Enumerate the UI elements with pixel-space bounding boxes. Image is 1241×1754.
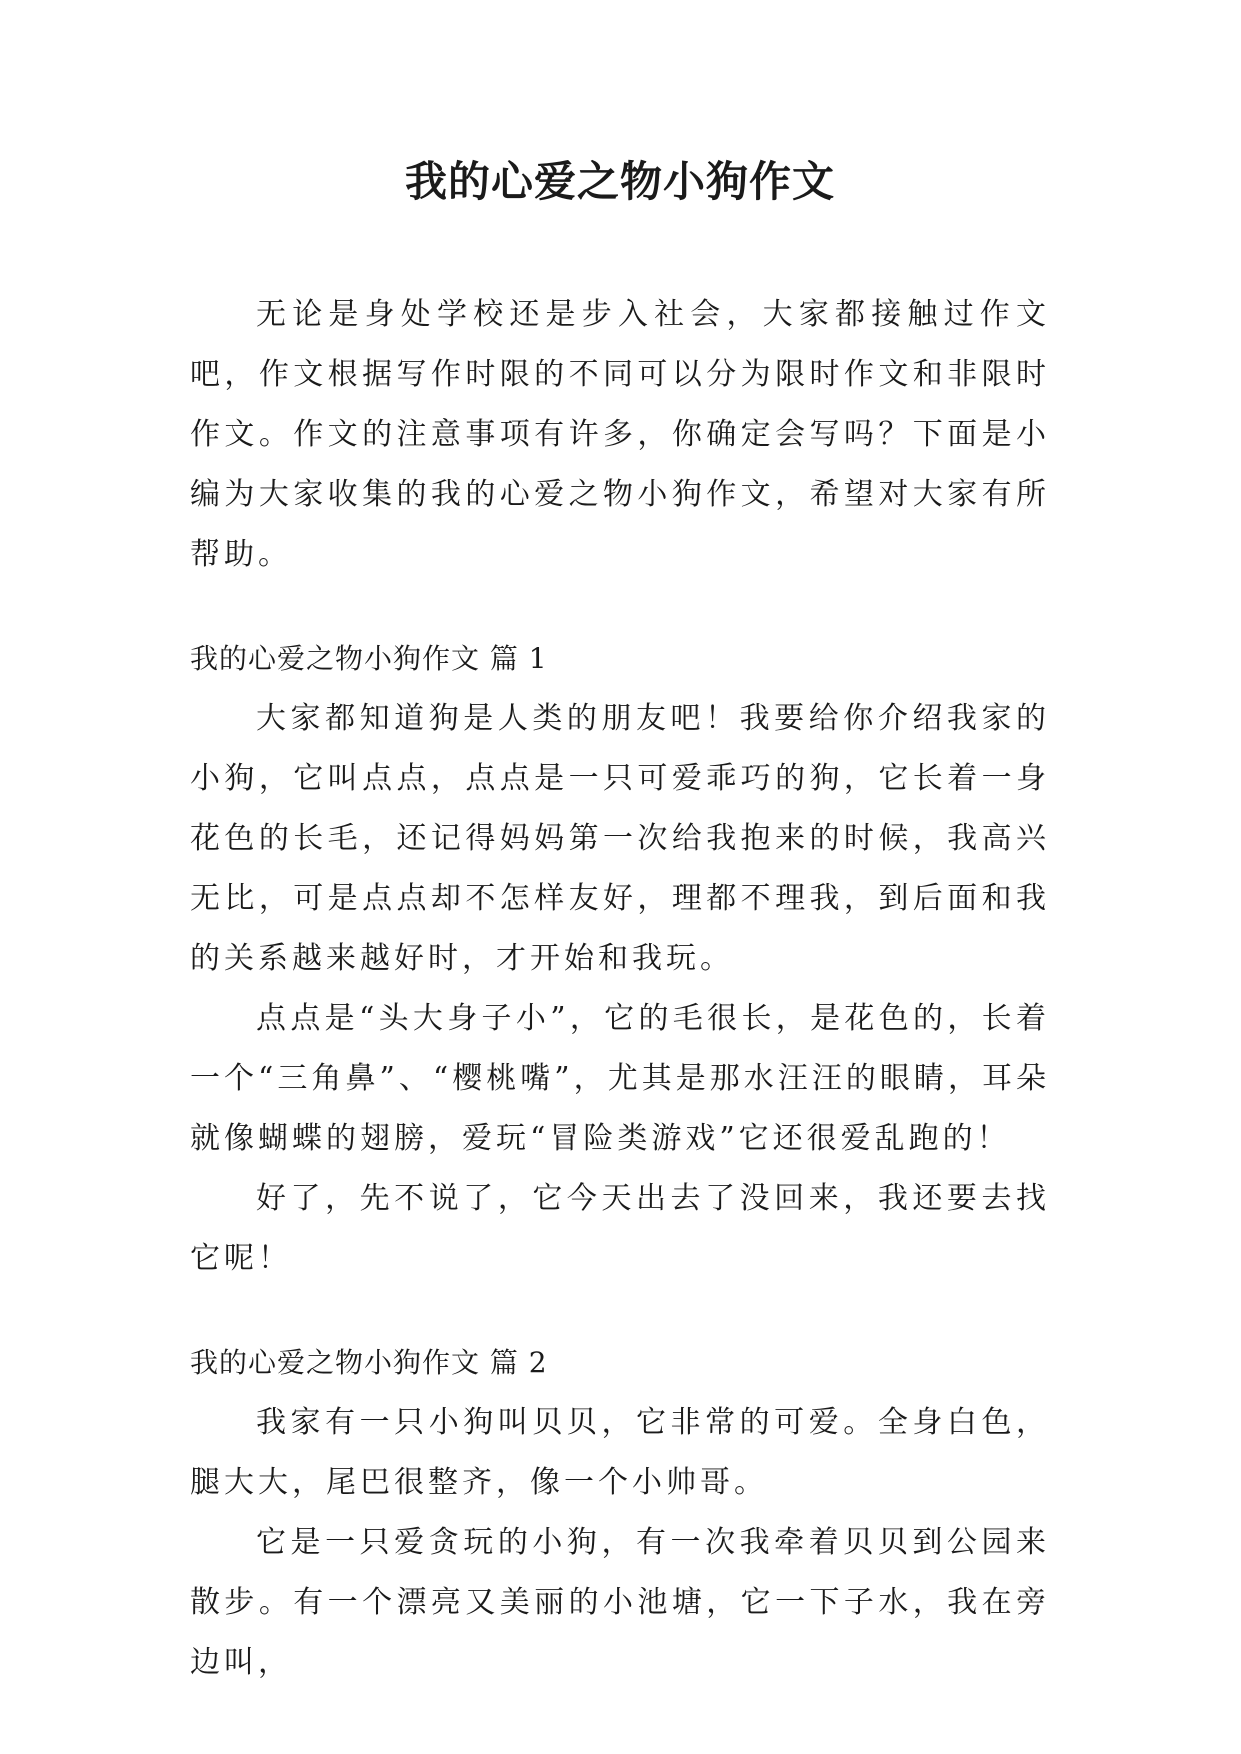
section-paragraph: 好了，先不说了，它今天出去了没回来，我还要去找它呢！: [190, 1181, 1050, 1276]
section-heading: 我的心爱之物小狗作文 篇 2: [190, 1346, 548, 1379]
document-page: [190, 0, 1050, 1754]
section-heading: 我的心爱之物小狗作文 篇 1: [190, 642, 548, 675]
document-body: [190, 285, 1050, 1693]
section-paragraph: 点点是“头大身子小”，它的毛很长，是花色的，长着一个“三角鼻”、“樱桃嘴”，尤其是那水汪汪的眼睛，耳朵就像蝴蝶的翅膀，爱玩“冒险类游戏”它还很爱乱跑的！: [190, 1001, 1050, 1156]
section-paragraph: 它是一只爱贪玩的小狗，有一次我牵着贝贝到公园来散步。有一个漂亮又美丽的小池塘，它一下子水，我在旁边叫，: [190, 1525, 1050, 1680]
section-paragraph: 我家有一只小狗叫贝贝，它非常的可爱。全身白色，腿大大，尾巴很整齐，像一个小帅哥。: [190, 1405, 1050, 1500]
intro-paragraph: 无论是身处学校还是步入社会，大家都接触过作文吧，作文根据写作时限的不同可以分为限时作文和非限时作文。作文的注意事项有许多，你确定会写吗？下面是小编为大家收集的我的心爱之物小狗作文，希望对大家有所帮助。: [190, 297, 1050, 572]
essay-section-2: [190, 1333, 1050, 1693]
section-spacer: [190, 585, 1050, 629]
essay-section-1: [190, 629, 1050, 1289]
section-paragraph: 大家都知道狗是人类的朋友吧！我要给你介绍我家的小狗，它叫点点，点点是一只可爱乖巧的狗，它长着一身花色的长毛，还记得妈妈第一次给我抱来的时候，我高兴无比，可是点点却不怎样友好，理都不理我，到后面和我的关系越来越好时，才开始和我玩。: [190, 701, 1050, 976]
section-spacer: [190, 1289, 1050, 1333]
document-title: 我的心爱之物小狗作文: [404, 157, 835, 206]
